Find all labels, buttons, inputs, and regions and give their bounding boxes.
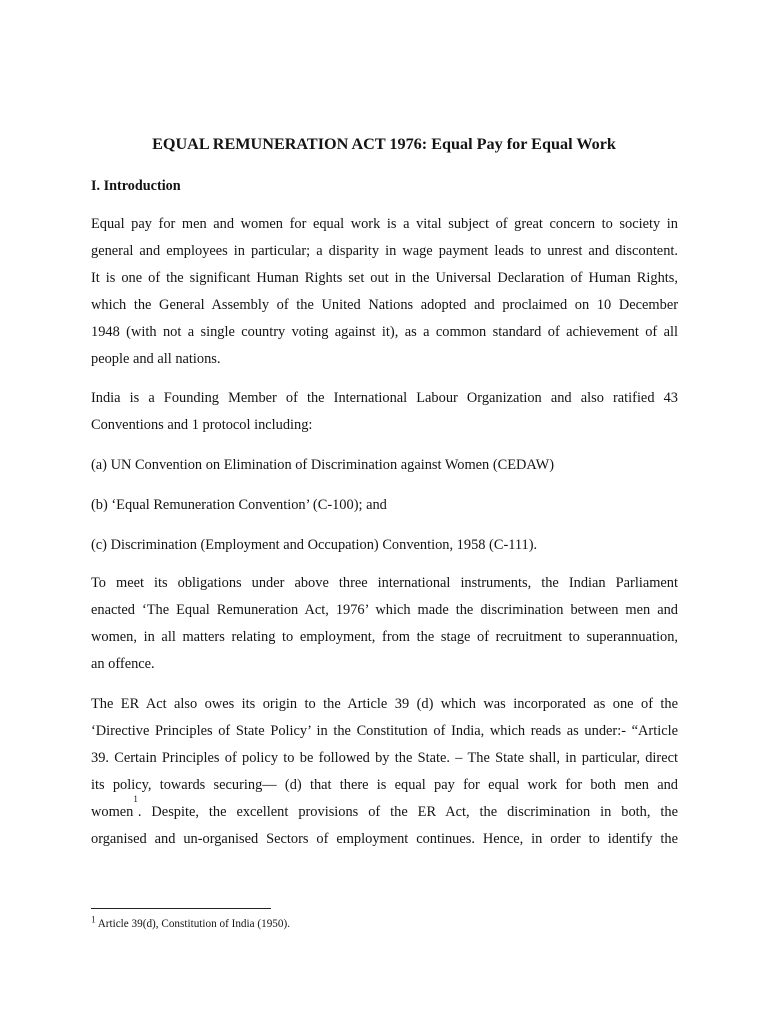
paragraph-text: women xyxy=(91,804,134,820)
paragraph-line: Equal pay for men and women for equal work is a vital subject of great concern to society in xyxy=(91,216,678,232)
paragraph-line: general and employees in particular; a disparity in wage payment leads to unrest and discontent. xyxy=(91,243,678,259)
paragraph-line: It is one of the significant Human Rights set out in the Universal Declaration of Human Rights, xyxy=(91,270,678,286)
list-item-c: (c) Discrimination (Employment and Occupation) Convention, 1958 (C-111). xyxy=(91,537,538,553)
paragraph-line: women, in all matters relating to employment, from the stage of recruitment to superannuation, xyxy=(91,629,678,645)
paragraph-line: 1948 (with not a single country voting against it), as a common standard of achievement of all xyxy=(91,324,678,340)
paragraph-line: people and all nations. xyxy=(91,351,221,367)
paragraph-text: . Despite, the excellent provisions of the ER Act, the discrimination in both, the xyxy=(137,804,678,820)
paragraph-line: The ER Act also owes its origin to the Article 39 (d) which was incorporated as one of the xyxy=(91,696,678,712)
footnote-text: Article 39(d), Constitution of India (1950). xyxy=(97,918,291,930)
paragraph-line: enacted ‘The Equal Remuneration Act, 1976’ which made the discrimination between men and xyxy=(91,602,678,618)
page-title: EQUAL REMUNERATION ACT 1976: Equal Pay for Equal Work xyxy=(152,135,616,153)
paragraph-line: 39. Certain Principles of policy to be followed by the State. – The State shall, in particular, direct xyxy=(91,750,678,766)
paragraph-line-with-footnote xyxy=(91,794,678,826)
paragraph-line: which the General Assembly of the United Nations adopted and proclaimed on 10 December xyxy=(91,297,678,313)
paragraph-line: India is a Founding Member of the International Labour Organization and also ratified 43 xyxy=(91,390,678,406)
paragraph-introduction xyxy=(91,211,678,373)
section-heading: I. Introduction xyxy=(91,178,181,194)
list-item-a: (a) UN Convention on Elimination of Discrimination against Women (CEDAW) xyxy=(91,457,555,473)
footnote-reference[interactable]: 1 xyxy=(133,794,138,804)
paragraph-ilo xyxy=(91,385,678,439)
footnote xyxy=(91,916,290,932)
paragraph-parliament xyxy=(91,570,678,678)
paragraph-line: To meet its obligations under above three international instruments, the Indian Parliament xyxy=(91,575,678,591)
paragraph-line: its policy, towards securing— (d) that there is equal pay for equal work for both men and xyxy=(91,777,678,793)
paragraph-line: organised and un-organised Sectors of employment continues. Hence, in order to identify the xyxy=(91,831,678,847)
paragraph-line: Conventions and 1 protocol including: xyxy=(91,417,313,433)
paragraph-article-39 xyxy=(91,691,678,853)
paragraph-line: an offence. xyxy=(91,656,155,672)
paragraph-line: ‘Directive Principles of State Policy’ in the Constitution of India, which reads as under:- “Article xyxy=(91,723,678,739)
footnote-number: 1 xyxy=(91,914,96,925)
list-item-b: (b) ‘Equal Remuneration Convention’ (C-100); and xyxy=(91,497,387,513)
footnote-divider xyxy=(91,908,271,909)
